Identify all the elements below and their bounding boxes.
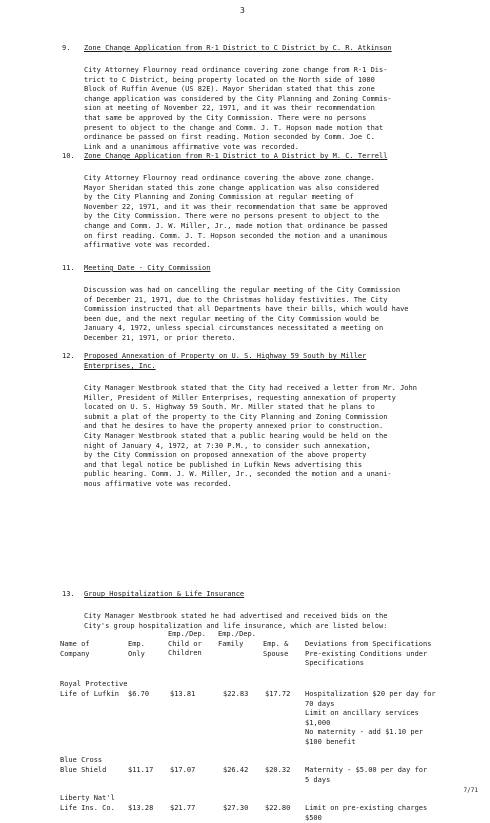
- column-header-deviations: Deviations from Specifications Pre-existing Conditions under Specifications: [305, 640, 432, 668]
- row-emp-family: $26.42: [223, 766, 249, 774]
- row-emp-child: $17.07: [170, 766, 196, 774]
- item-body: City Attorney Flournoy read ordinance covering zone change from R-1 Dis- trict to C District, being property located on the North side of 1000 Block of Ruffin Avenue (US 82E). Mayor Sheridan stated that this zone change application was considered by the City Planning and Zoning Commis- sion at meeting of November 22, 1971, and it was their recommendation that same be approved by the City Commission. There were no persons present to object to the change and Comm. J. T. Hopson made motion that ordinance be passed on first reading. Motion seconded by Comm. Joe C. Link and a unanimous affirmative vote was recorded.: [84, 66, 392, 151]
- item-heading: Group Hospitalization & Life Insurance: [84, 590, 245, 598]
- item-number: 11.: [62, 264, 75, 272]
- row-emp-child: $21.77: [170, 804, 196, 812]
- column-header-emp-family: Emp./Dep. Family: [218, 630, 256, 648]
- row-company: Royal Protective Life of Lufkin: [60, 680, 128, 698]
- row-emp-family: $22.83: [223, 690, 249, 698]
- row-emp-only: $11.17: [128, 766, 154, 774]
- row-emp-family: $27.30: [223, 804, 249, 812]
- row-emp-spouse: $17.72: [265, 690, 291, 698]
- item-body: Discussion was had on cancelling the regular meeting of the City Commission of December 21, 1971, due to the Christmas holiday festivities. The City Commission instructed that all Departments have their bills, which would have been due, and the next regular meeting of the City Commission would be January 4, 1972, unless special circumstances necessitated a meeting on December 21, 1971, or prior thereto.: [84, 286, 409, 342]
- row-deviations: Limit on pre-existing charges $500: [305, 804, 428, 822]
- row-emp-spouse: $20.32: [265, 766, 291, 774]
- row-company: Liberty Nat'l Life Ins. Co.: [60, 794, 115, 812]
- row-deviations: Hospitalization $20 per day for 70 days Limit on ancillary services $1,000 No maternity - add $1.10 per $100 benefit: [305, 690, 436, 746]
- row-emp-child: $13.81: [170, 690, 196, 698]
- item-number: 12.: [62, 352, 75, 360]
- column-header-company: Name of Company: [60, 640, 90, 658]
- column-header-emp-spouse: Emp. & Spouse: [263, 640, 289, 658]
- item-heading: Proposed Annexation of Property on U. S. Highway 59 South by Miller: [84, 352, 367, 360]
- item-heading: Meeting Date - City Commission: [84, 264, 211, 272]
- item-heading-continued: Enterprises, Inc.: [84, 362, 156, 370]
- item-number: 9.: [62, 44, 71, 52]
- footer-mark: 7/71: [463, 787, 478, 795]
- column-header-emp-only: Emp. Only: [128, 640, 145, 658]
- item-body: City Attorney Flournoy read ordinance covering the above zone change. Mayor Sheridan stated this zone change application was also considered by the City Planning and Zoning Commission at regular meeting of November 22, 1971, and it was their recommendation that same be approved by the City Commission. There were no persons present to object to the change and Comm. J. W. Miller, Jr., made motion that ordinance be passed on first reading. Comm. J. T. Hopson seconded the motion and a unanimous affirmative vote was recorded.: [84, 174, 388, 250]
- row-emp-only: $6.70: [128, 690, 150, 698]
- item-body: City Manager Westbrook stated that the City had received a letter from Mr. John Miller, President of Miller Enterprises, requesting annexation of property located on U. S. Highway 59 South. Mr. Miller stated that he plans to submit a plat of the property to the City Planning and Zoning Commission and that he desires to have the property annexed prior to construction. City Manager Westbrook stated that a public hearing would be held on the night of January 4, 1972, at 7:30 P.M., to consider such annexation, by the City Commission on proposed annexation of the above property and that legal notice be published in Lufkin News advertising this public hearing. Comm. J. W. Miller, Jr., seconded the motion and a unani- mous affirmative vote was recorded.: [84, 384, 417, 488]
- page-number: 3: [240, 6, 245, 15]
- row-emp-spouse: $22.80: [265, 804, 291, 812]
- item-number: 13.: [62, 590, 75, 598]
- item-body: City Manager Westbrook stated he had advertised and received bids on the City's group hospitalization and life insurance, which are listed below:: [84, 612, 388, 630]
- row-emp-only: $13.28: [128, 804, 154, 812]
- column-header-emp-child: Emp./Dep. Child or Children: [168, 630, 206, 658]
- item-heading: Zone Change Application from R-1 District to C District by C. R. Atkinson: [84, 44, 392, 52]
- item-number: 10.: [62, 152, 75, 160]
- row-deviations: Maternity - $5.00 per day for 5 days: [305, 766, 428, 784]
- item-heading: Zone Change Application from R-1 District to A District by M. C. Terrell: [84, 152, 388, 160]
- row-company: Blue Cross Blue Shield: [60, 756, 107, 774]
